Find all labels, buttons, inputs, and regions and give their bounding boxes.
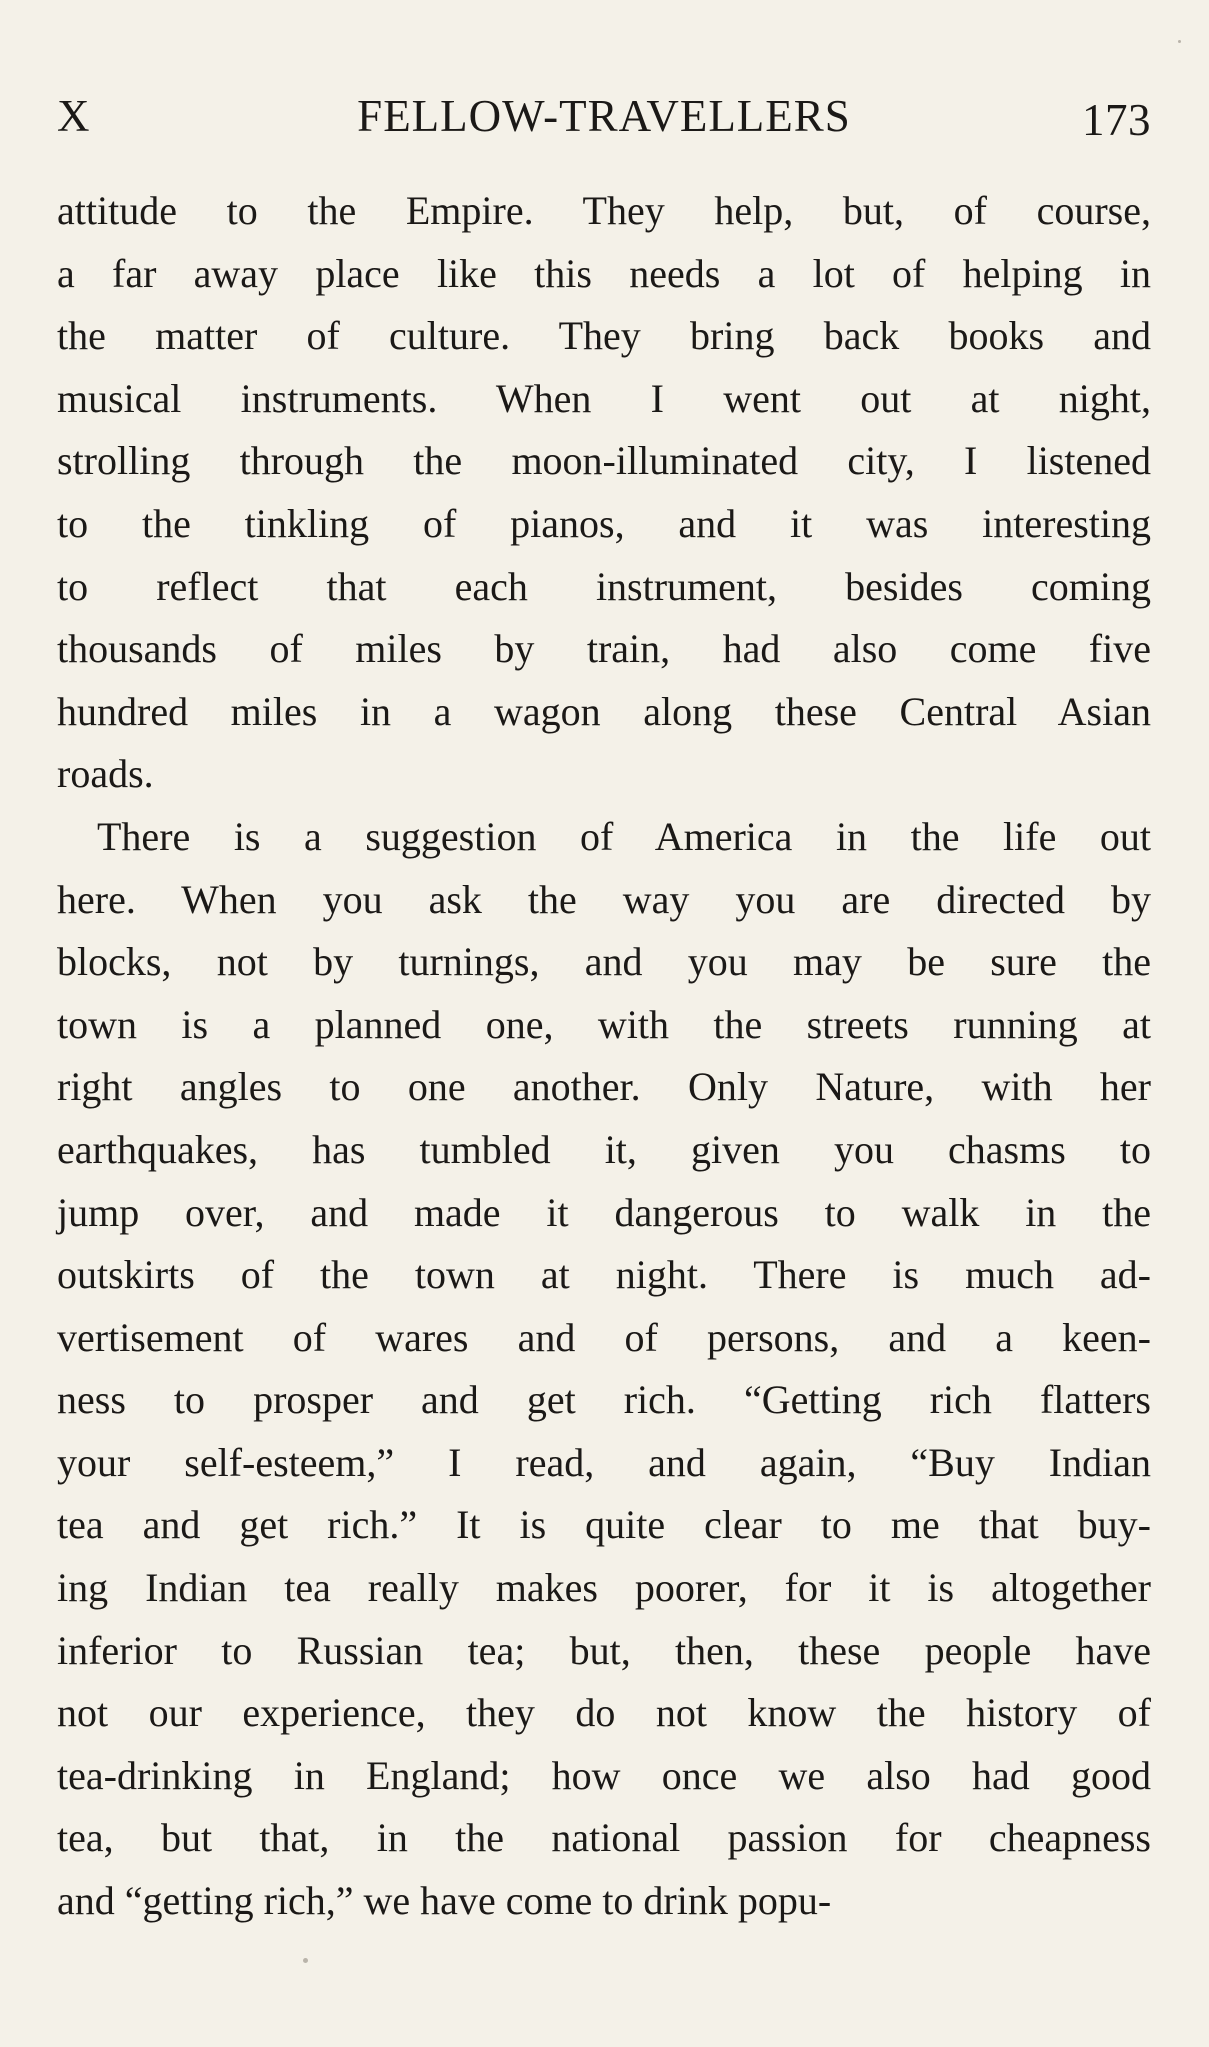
text-line: your self-esteem,” I read, and again, “Buy Indian (57, 1439, 1151, 1485)
text-line: ing Indian tea really makes poorer, for it is altogether (57, 1565, 1151, 1611)
running-title: FELLOW-TRAVELLERS (357, 91, 851, 141)
text-line: the matter of culture. They bring back books and (57, 313, 1151, 359)
text-line: town is a planned one, with the streets running at (57, 1001, 1151, 1047)
text-line: here. When you ask the way you are directed by (57, 876, 1151, 922)
text-line: vertisement of wares and of persons, and a keen- (57, 1314, 1151, 1360)
text-line: a far away place like this needs a lot of helping in (57, 250, 1151, 296)
paragraph (57, 806, 1151, 1933)
text-line: jump over, and made it dangerous to walk in the (57, 1189, 1151, 1235)
text-line: roads. (57, 751, 154, 797)
text-line: right angles to one another. Only Nature, with her (57, 1064, 1151, 1110)
running-head (57, 88, 1151, 144)
text-line: attitude to the Empire. They help, but, of course, (57, 188, 1151, 233)
chapter-numeral: X (57, 91, 90, 141)
text-line: hundred miles in a wagon along these Central Asian (57, 688, 1151, 734)
text-line: and “getting rich,” we have come to drink popu- (57, 1878, 832, 1924)
text-line: There is a suggestion of America in the life out (97, 813, 1151, 859)
text-line: to the tinkling of pianos, and it was interesting (57, 500, 1151, 546)
text-line: to reflect that each instrument, besides coming (57, 563, 1151, 609)
text-line: outskirts of the town at night. There is much ad- (57, 1252, 1151, 1298)
text-line: tea, but that, in the national passion for cheapness (57, 1815, 1151, 1861)
text-line: tea and get rich.” It is quite clear to me that buy- (57, 1502, 1151, 1548)
text-line: thousands of miles by train, had also come five (57, 626, 1151, 672)
text-line: strolling through the moon-illuminated city, I listened (57, 438, 1151, 484)
text-line: musical instruments. When I went out at night, (57, 375, 1151, 421)
text-line: tea-drinking in England; how once we also had good (57, 1752, 1151, 1798)
paper-speck (303, 1958, 308, 1963)
paper-speck (1178, 40, 1181, 43)
text-line: ness to prosper and get rich. “Getting rich flatters (57, 1377, 1151, 1423)
text-line: blocks, not by turnings, and you may be sure the (57, 939, 1151, 985)
text-line: not our experience, they do not know the history of (57, 1690, 1151, 1736)
text-line: inferior to Russian tea; but, then, these people have (57, 1627, 1151, 1673)
paragraph (57, 180, 1151, 806)
body-text (57, 180, 1151, 1933)
page-number: 173 (1082, 95, 1151, 145)
text-line: earthquakes, has tumbled it, given you chasms to (57, 1126, 1151, 1172)
